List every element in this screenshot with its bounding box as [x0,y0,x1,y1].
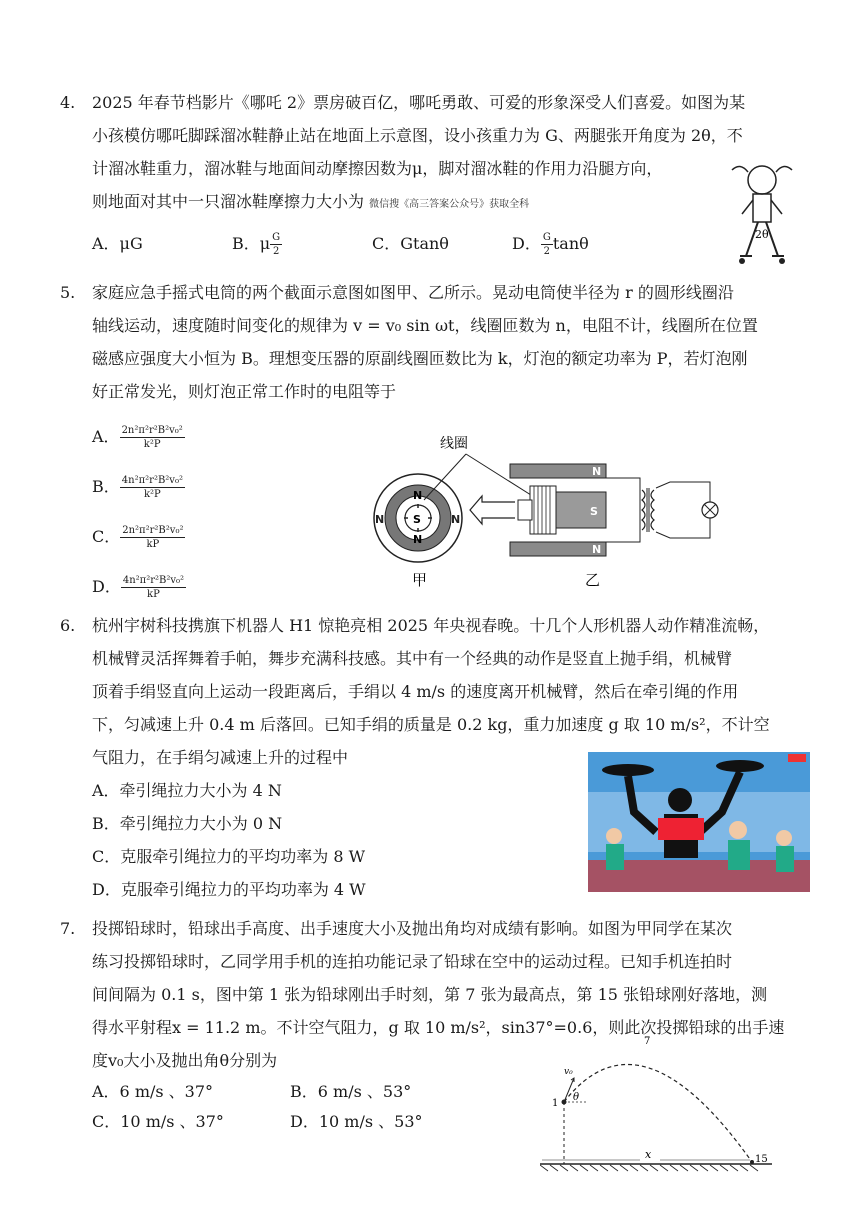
option-c[interactable]: C． $\frac{\text{2n²π²r²B²v₀²}}{kP}$ [92,525,184,550]
question-text: 磁感应强度大小恒为 B。理想变压器的原副线圈匝数比为 k，灯泡的额定功率为 P，若灯泡刚 [92,349,748,368]
figure-yi [470,464,718,589]
photo-illustration [588,752,810,892]
option-d[interactable]: D． $\frac{G}{2}$ tanθ [512,232,589,257]
option-d[interactable]: D． $\frac{\text{4n²π²r²B²v₀²}}{kP}$ [92,575,185,600]
question-number: 5. [60,283,76,302]
question-number: 4. [60,93,76,112]
angle-label: θ [573,1092,580,1103]
pole-label: N [375,513,385,526]
option-d[interactable]: D．克服牵引绳拉力的平均功率为 4 W [92,880,366,899]
question-text: 机械臂灵活挥舞着手帕，舞步充满科技感。其中有一个经典的动作是竖直上抛手绢，机械臂 [92,649,733,668]
question-text: 得水平射程x = 11.2 m。不计空气阻力，g 取 10 m/s²，sin37°=0.6，则此次投掷铅球的出手速 [92,1018,785,1037]
coil-label: 线圈 [440,436,468,452]
frame-label-start: 1 [552,1098,559,1109]
pole-label: N [451,513,461,526]
options-row [60,229,820,259]
frame-label-end: 15 [755,1154,768,1165]
question-text: 顶着手绢竖直向上运动一段距离后，手绢以 4 m/s 的速度离开机械臂，然后在牵引绳的作用 [92,682,739,701]
range-label: x [645,1148,652,1161]
pole-label: S [413,513,421,526]
question-text: 杭州宇树科技携旗下机器人 H1 惊艳亮相 2025 年央视春晚。十几个人形机器人动作精准流畅， [92,616,770,635]
child-skating-figure [722,152,802,267]
frame-label-top: 7 [644,1036,651,1047]
option-b[interactable]: B． $\frac{\text{4n²π²r²B²v₀²}}{\text{k²P}}$ [92,475,183,500]
option-a[interactable]: A．μG [92,234,143,253]
pole-label: N [592,543,602,556]
question-5 [60,276,820,408]
pole-label: N [592,465,602,478]
question-text: 投掷铅球时，铅球出手高度、出手速度大小及抛出角均对成绩有影响。如图为甲同学在某次 [92,919,733,938]
question-text: 好正常发光，则灯泡正常工作时的电阻等于 [92,382,397,401]
question-text: 则地面对其中一只溜冰鞋摩擦力大小为 [92,192,365,211]
figure-caption-yi: 乙 [585,571,601,589]
flashlight-diagram [370,430,730,595]
option-b[interactable]: B．6 m/s 、53° [290,1082,412,1101]
pole-label: N [413,533,423,546]
angle-label: 2θ [755,228,769,241]
pole-label: S [590,505,598,518]
question-text: 轴线运动，速度随时间变化的规律为 v = v₀ sin ωt，线圈匝数为 n，电阻不计，线圈所在位置 [92,316,758,335]
option-a[interactable]: A．牵引绳拉力大小为 4 N [92,781,282,800]
question-text: 下，匀减速上升 0.4 m 后落回。已知手绢的质量是 0.2 kg，重力加速度 g 取 10 m/s²，不计空 [92,715,770,734]
option-c[interactable]: C．克服牵引绳拉力的平均功率为 8 W [92,847,366,866]
question-number: 6. [60,616,76,635]
question-text: 度v₀大小及抛出角θ分别为 [92,1051,278,1070]
question-text: 家庭应急手摇式电筒的两个截面示意图如图甲、乙所示。晃动电筒使半径为 r 的圆形线圈沿 [92,283,734,302]
question-text: 练习投掷铅球时，乙同学用手机的连拍功能记录了铅球在空中的运动过程。已知手机连拍时 [92,952,733,971]
question-text: 计溜冰鞋重力，溜冰鞋与地面间动摩擦因数为μ，脚对溜冰鞋的作用力沿腿方向， [92,159,663,178]
option-a[interactable]: A．6 m/s 、37° [92,1082,214,1101]
question-text: 2025 年春节档影片《哪吒 2》票房破百亿，哪吒勇敢、可爱的形象深受人们喜爱。如图为某 [92,93,746,112]
robot-performance-photo [588,752,810,892]
option-d[interactable]: D．10 m/s 、53° [290,1112,423,1131]
option-b[interactable]: B．牵引绳拉力大小为 0 N [92,814,283,833]
question-number: 7. [60,919,76,938]
figure-jia [374,474,462,589]
option-c[interactable]: C．10 m/s 、37° [92,1112,224,1131]
question-text: 气阻力，在手绢匀减速上升的过程中 [92,748,349,767]
question-4 [60,86,820,259]
figure-caption-jia: 甲 [412,571,428,589]
option-b[interactable]: B．μ $\frac{G}{2}$ [232,232,281,257]
watermark-text: 微信搜《高三答案公众号》获取全科 [369,199,530,210]
q5-options [60,412,320,612]
question-text: 间间隔为 0.1 s，图中第 1 张为铅球刚出手时刻，第 7 张为最高点，第 15 张铅球刚好落地，测 [92,985,768,1004]
option-c[interactable]: C．Gtanθ [372,234,449,253]
question-text: 小孩模仿哪吒脚踩溜冰鞋静止站在地面上示意图，设小孩重力为 G、两腿张开角度为 2θ，不 [92,126,743,145]
pole-label: N [413,489,423,502]
trajectory-diagram [540,1034,780,1174]
velocity-label: v₀ [564,1067,573,1077]
option-a[interactable]: A． $\frac{\text{2n²π²r²B²v₀²}}{\text{k²P}}$ [92,425,183,450]
